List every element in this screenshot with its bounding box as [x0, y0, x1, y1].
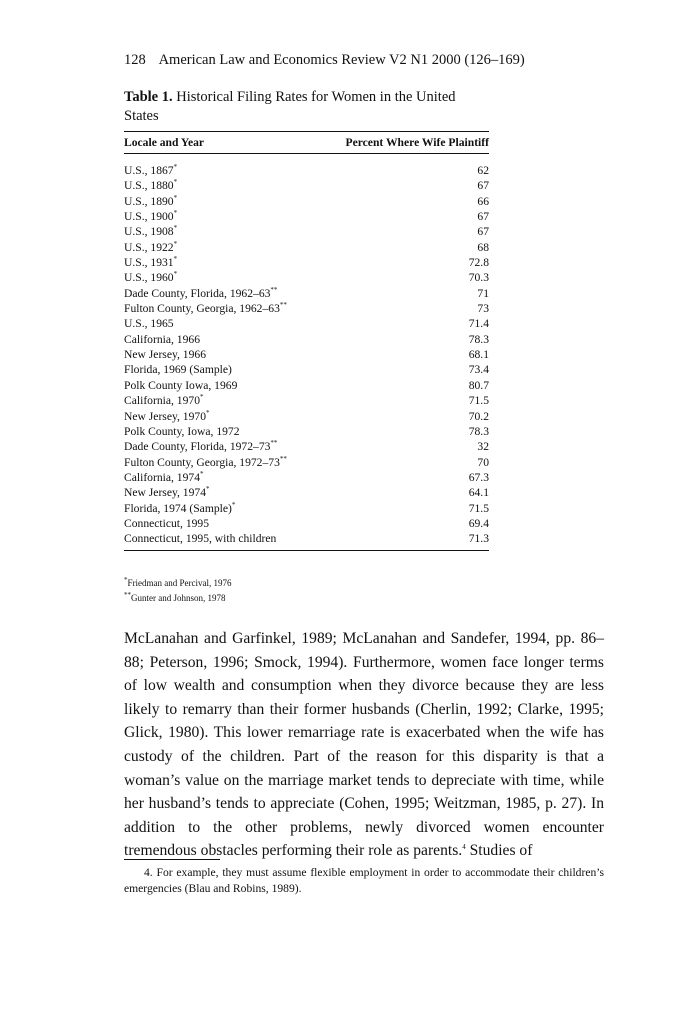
source-marker: * [200, 393, 204, 402]
footnote-ref: 4 [462, 843, 466, 852]
table-row [124, 362, 489, 377]
table-row [124, 178, 489, 193]
table-row [124, 455, 489, 470]
table-row [124, 470, 489, 485]
source-marker: * [200, 470, 204, 479]
cell-percent: 68.1 [468, 348, 489, 362]
table-row [124, 347, 489, 362]
table-row [124, 424, 489, 439]
cell-percent: 78.3 [468, 332, 489, 346]
cell-locale-text: Florida, 1974 (Sample) [124, 501, 232, 515]
table-row [124, 531, 489, 546]
cell-locale [124, 270, 177, 285]
cell-percent: 73.4 [468, 363, 489, 377]
cell-locale-text: Polk County, Iowa, 1972 [124, 424, 240, 438]
cell-locale [124, 362, 232, 377]
body-text-main: McLanahan and Garfinkel, 1989; McLanahan and Sandefer, 1994, pp. 86–88; Peterson, 1996; Smock, 1994). Furthermore, women face longer terms of low wealth and consumption when they divorce because they are less likely to remarry than their former husbands (Cherlin, 1992; Clarke, 1995; Glick, 1980). This lower remarriage rate is exacerbated when the wife has custody of the children. Part of the reason for this disparity is that a woman’s value on the marriage market tends to depreciate with time, while her husband’s tends to appreciate (Cohen, 1995; Weitzman, 1985, p. 27). In addition to the other problems, newly divorced women encounter tremendous obstacles performing their role as parents. [124, 630, 604, 860]
cell-locale-text: U.S., 1960 [124, 271, 174, 285]
cell-locale-text: U.S., 1880 [124, 179, 174, 193]
cell-locale [124, 439, 277, 454]
column-header-percent: Percent Where Wife Plaintiff [345, 136, 489, 149]
table-caption [124, 88, 464, 126]
cell-percent: 32 [477, 440, 489, 454]
cell-percent: 68 [477, 240, 489, 254]
cell-locale [124, 301, 287, 316]
cell-locale-text: Connecticut, 1995 [124, 516, 210, 530]
cell-locale [124, 393, 204, 408]
source-marker: * [173, 255, 178, 264]
table-row [124, 378, 489, 393]
source-marker: * [173, 193, 178, 202]
cell-percent: 67.3 [468, 470, 489, 484]
cell-percent: 67 [477, 225, 489, 239]
cell-percent: 71.5 [468, 501, 489, 515]
source-marker: ** [279, 454, 287, 463]
cell-locale-text: California, 1966 [124, 332, 200, 346]
running-title: American Law and Economics Review V2 N1 2000 (126–169) [158, 52, 525, 68]
cell-locale-text: U.S., 1900 [124, 210, 174, 224]
running-header [124, 52, 525, 69]
source-marker: * [173, 163, 178, 172]
table-row [124, 286, 489, 301]
table-row [124, 255, 489, 270]
source-marker: * [173, 270, 178, 279]
cell-percent: 70.3 [468, 271, 489, 285]
table-note [124, 591, 231, 606]
cell-percent: 71.3 [468, 532, 489, 546]
table-title: Historical Filing Rates for Women in the United States [124, 89, 456, 124]
source-marker: * [173, 178, 178, 187]
footnote-text: For example, they must assume flexible employment in order to accommodate their children’s emergencies (Blau and Robins, 1989). [124, 866, 605, 895]
cell-locale-text: U.S., 1908 [124, 225, 174, 239]
note-marker: ** [124, 591, 131, 599]
cell-locale-text: New Jersey, 1970 [124, 409, 206, 423]
table-row [124, 332, 489, 347]
cell-percent: 73 [477, 302, 489, 316]
cell-locale [124, 347, 206, 362]
page-number: 128 [124, 52, 146, 68]
note-text: Friedman and Percival, 1976 [127, 578, 232, 588]
footnote-rule [124, 859, 220, 860]
cell-locale-text: U.S., 1965 [124, 317, 174, 331]
cell-percent: 71.4 [468, 317, 489, 331]
table-row [124, 393, 489, 408]
body-paragraph [124, 627, 604, 863]
table-row [124, 516, 489, 531]
cell-locale-text: California, 1970 [124, 394, 200, 408]
cell-locale [124, 209, 177, 224]
cell-locale [124, 316, 174, 331]
cell-locale [124, 485, 210, 500]
source-marker: * [206, 408, 210, 417]
table-row [124, 485, 489, 500]
cell-locale [124, 255, 177, 270]
table-row [124, 301, 489, 316]
cell-locale [124, 516, 209, 531]
source-marker: ** [270, 439, 278, 448]
cell-locale-text: Florida, 1969 (Sample) [124, 363, 232, 377]
table-row [124, 240, 489, 255]
table-row [124, 224, 489, 239]
cell-locale [124, 378, 237, 393]
table-note [124, 576, 231, 591]
cell-locale [124, 194, 177, 209]
table-row [124, 209, 489, 224]
cell-locale [124, 163, 177, 178]
table-row [124, 163, 489, 178]
cell-percent: 69.4 [468, 516, 489, 530]
cell-locale-text: Dade County, Florida, 1962–63 [124, 286, 271, 300]
cell-locale-text: New Jersey, 1966 [124, 348, 206, 362]
table-row [124, 439, 489, 454]
cell-locale [124, 224, 177, 239]
cell-locale-text: U.S., 1867 [124, 164, 174, 177]
cell-locale [124, 178, 177, 193]
table-header-row [124, 133, 489, 153]
source-marker: * [173, 209, 178, 218]
table-label: Table 1. [124, 89, 173, 105]
cell-percent: 64.1 [468, 486, 489, 500]
cell-percent: 71 [477, 286, 489, 300]
body-text-tail: Studies of [465, 842, 533, 860]
cell-locale-text: Fulton County, Georgia, 1972–73 [124, 455, 280, 469]
cell-locale [124, 470, 204, 485]
table-row [124, 409, 489, 424]
cell-locale [124, 455, 287, 470]
source-marker: * [173, 224, 178, 233]
cell-locale-text: New Jersey, 1974 [124, 486, 206, 500]
note-text: Gunter and Johnson, 1978 [131, 593, 226, 603]
cell-locale-text: U.S., 1922 [124, 240, 174, 254]
cell-locale-text: Connecticut, 1995, with children [124, 532, 277, 546]
footnote-number: 4. [144, 866, 153, 879]
cell-percent: 80.7 [468, 378, 489, 392]
cell-percent: 62 [477, 164, 489, 177]
footnote [124, 865, 604, 897]
cell-percent: 72.8 [468, 256, 489, 270]
table-bottom-rule [124, 550, 489, 551]
body-text [124, 627, 604, 863]
table-notes [124, 576, 231, 606]
cell-percent: 70 [477, 455, 489, 469]
cell-percent: 71.5 [468, 394, 489, 408]
table-top-rule [124, 131, 489, 132]
cell-percent: 70.2 [468, 409, 489, 423]
cell-locale-text: California, 1974 [124, 470, 200, 484]
cell-locale-text: U.S., 1890 [124, 194, 174, 208]
table-body [124, 154, 489, 550]
cell-locale [124, 531, 276, 546]
source-marker: ** [279, 301, 287, 310]
cell-locale-text: Polk County Iowa, 1969 [124, 378, 238, 392]
note-marker: * [124, 576, 128, 584]
cell-locale [124, 409, 210, 424]
cell-locale-text: U.S., 1931 [124, 256, 174, 270]
cell-locale [124, 424, 240, 439]
source-marker: ** [270, 285, 278, 294]
cell-locale-text: Fulton County, Georgia, 1962–63 [124, 302, 280, 316]
source-marker: * [173, 239, 178, 248]
table-row [124, 194, 489, 209]
cell-locale [124, 286, 277, 301]
cell-percent: 66 [477, 194, 489, 208]
table-row [124, 501, 489, 516]
source-marker: * [206, 485, 210, 494]
cell-percent: 78.3 [468, 424, 489, 438]
table-row [124, 316, 489, 331]
cell-percent: 67 [477, 210, 489, 224]
cell-locale-text: Dade County, Florida, 1972–73 [124, 440, 271, 454]
cell-percent: 67 [477, 179, 489, 193]
column-header-locale: Locale and Year [124, 136, 205, 149]
table-row [124, 270, 489, 285]
filing-rates-table [124, 131, 489, 551]
cell-locale [124, 501, 235, 516]
cell-locale [124, 332, 200, 347]
cell-locale [124, 240, 177, 255]
source-marker: * [231, 500, 236, 509]
